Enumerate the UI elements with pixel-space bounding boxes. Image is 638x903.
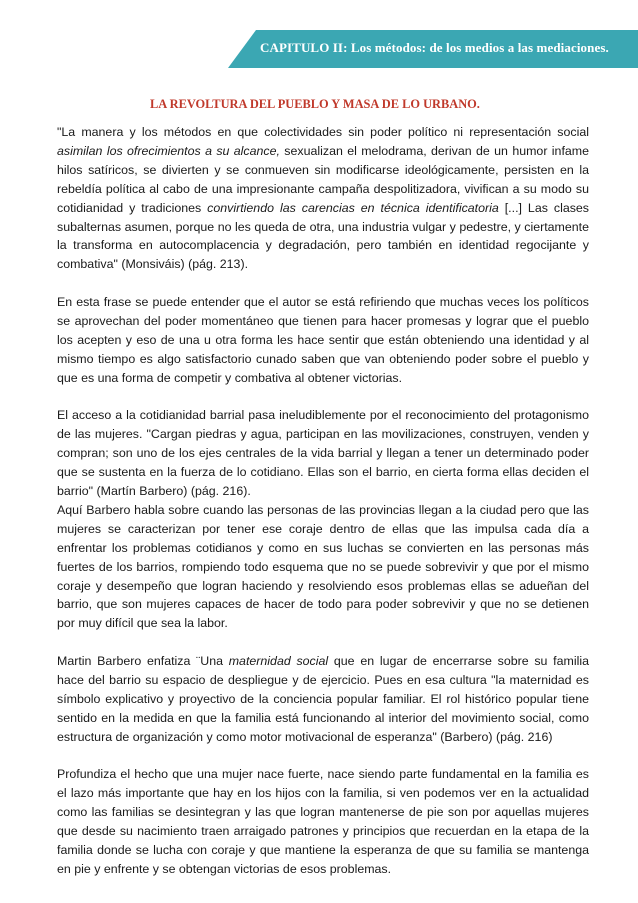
italic-run: maternidad social	[228, 654, 329, 669]
text-run: Martin Barbero enfatiza ¨Una	[57, 654, 229, 669]
italic-run: asimilan los ofrecimientos a su alcance,	[57, 143, 280, 158]
text-run: "La manera y los métodos en que colectividades sin poder político ni representación social	[57, 125, 589, 139]
paragraph-barbero-analysis: Aquí Barbero habla sobre cuando las personas de las provincias llegan a la ciudad pero que las mujeres se caracterizan por tener ese coraje dentro de ellas que las impulsa cada día a enfrentar los problemas cotidianos y como en sus luchas se convierten en las personas más fuertes de los barrios, rompiendo todo esquema que no se puede sobrevivir y que por el mismo coraje y desempeño que logran haciendo y resolviendo esos problemas ellas se adueñan del barrio, que son mujeres capaces de hacer de todo para poder sobrevivir y que no se detienen por muy difícil que sea la labor.	[57, 502, 589, 631]
document-body	[57, 123, 589, 898]
paragraph-interpretation: En esta frase se puede entender que el autor se está refiriendo que muchas veces los políticos se aprovechan del poder momentáneo que tienen para hacer promesas y lograr que el pueblo los acepten y eso de una u otra forma les hace sentir que están obteniendo una identidad y al mismo tiempo es algo satisfactorio cunado saben que van obteniendo poder sobre el pueblo y que es una forma de competir y combativa al obtener victorias.	[57, 295, 589, 385]
paragraph-quote-monsivais	[57, 123, 589, 274]
section-title: LA REVOLTURA DEL PUEBLO Y MASA DE LO URBANO.	[150, 97, 480, 111]
paragraph-conclusion: Profundiza el hecho que una mujer nace fuerte, nace siendo parte fundamental en la familia es el lazo más importante que hay en los hijos con la familia, si ven podemos ver en la actualidad como las familias se desintegran y las que logran mantenerse de pie son por aquellas mujeres que desde su nacimiento traen arraigado patrones y principios que recuerdan en la etapa de la familia donde se lucha con coraje y que mantiene la esperanza de que su familia se mantenga en pie y enfrente y se obtengan victorias de esos problemas.	[57, 767, 589, 876]
paragraph-maternidad-social	[57, 652, 589, 747]
chapter-title: CAPITULO II: Los métodos: de los medios a las mediaciones.	[260, 40, 609, 55]
text-run: [...] Las clases subalternas asumen, porque no les queda de otra, una industria vulgar y pedestre, y ciertamente la transforma en autocomplacencia y degradación, pero también en identidad regocijante y combativa" (Monsiváis) (pág. 213).	[57, 200, 589, 272]
italic-run: convirtiendo las carencias en técnica identificatoria	[207, 200, 499, 215]
text-run: sexualizan el melodrama, derivan de un humor infame hilos satíricos, se divierten y se conmueven sin modificarse ideológicamente, persisten en la rebeldía política al cabo de una impresionante campaña despolitizadora, vivifican a su modo su cotidianidad y tradiciones	[57, 143, 589, 215]
text-run: que en lugar de encerrarse sobre su familia hace del barrio su espacio de despliegue y de ejercicio. Pues en esa cultura "la maternidad es símbolo explicativo y proyectivo de la conciencia popular familiar. El rol histórico popular tiene sentido en la medida en que la familia está funcionando al interior del movimiento social, como estructura de organización y como motor motivacional de esperanza" (Barbero) (pág. 216)	[57, 654, 589, 744]
paragraph-quote-barbero: El acceso a la cotidianidad barrial pasa ineludiblemente por el reconocimiento del protagonismo de las mujeres. "Cargan piedras y agua, participan en las movilizaciones, construyen, venden y compran; son uno de los ejes centrales de la vida barrial y llegan a tener un determinado poder que se sustenta en la fuerza de lo cotidiano. Ellas son el barrio, en cierta forma ellas deciden el barrio" (Martín Barbero) (pág. 216).	[57, 408, 589, 498]
